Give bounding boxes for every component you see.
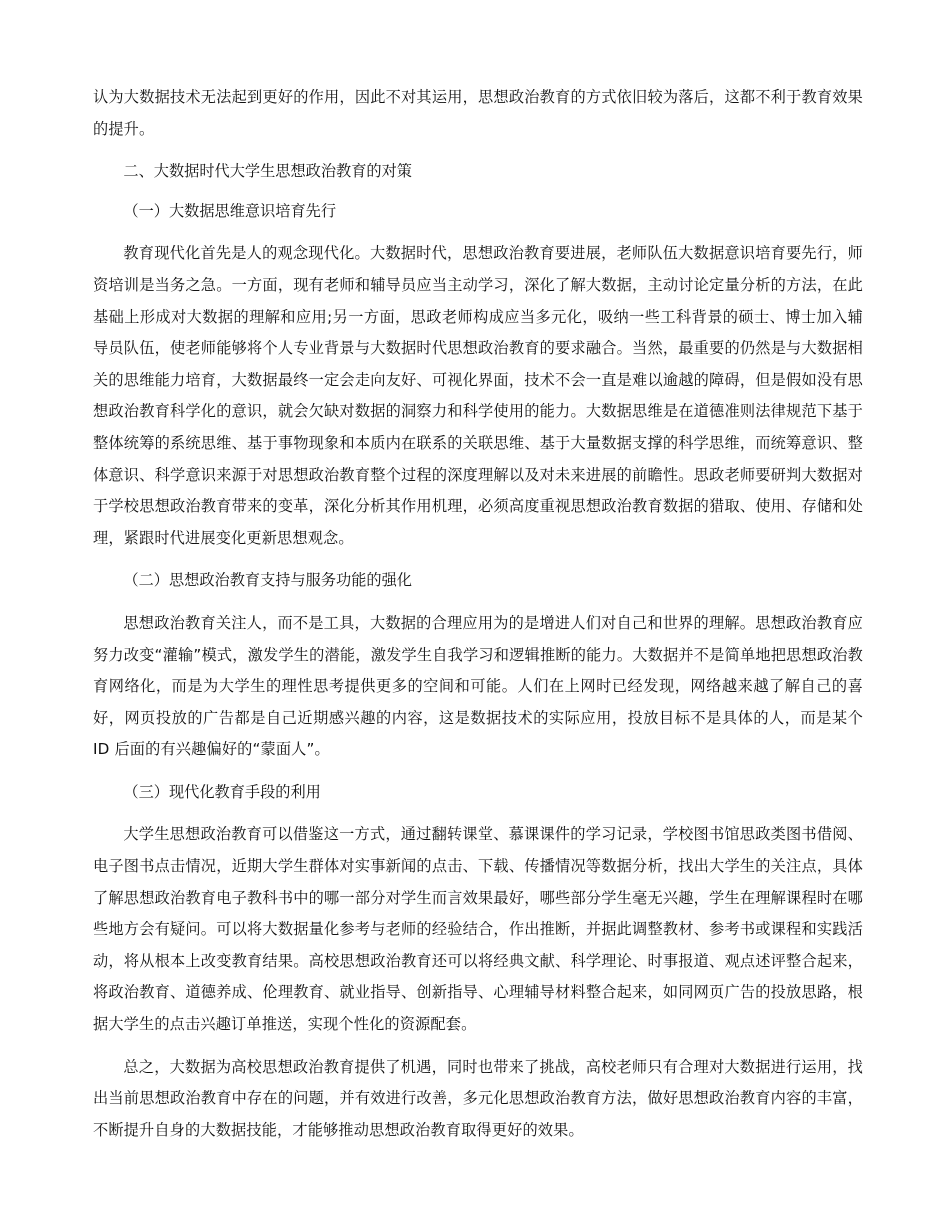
subsection-heading-3: （三）现代化教育手段的利用	[123, 782, 321, 801]
paragraph-continuation: 认为大数据技术无法起到更好的作用，因此不对其运用，思想政治教育的方式依旧较为落后，这都不利于教育效果的提升。	[93, 88, 863, 138]
paragraph-support-service: 思想政治教育关注人，而不是工具，大数据的合理应用为的是增进人们对自己和世界的理解。思想政治教育应努力改变“灌输”模式，激发学生的潜能，激发学生自我学习和逻辑推断的能力。大数据并不是简单地把思想政治教育网络化，而是为大学生的理性思考提供更多的空间和可能。人们在上网时已经发现，网络越来越了解自己的喜好，网页投放的广告都是自己近期感兴趣的内容，这是数据技术的实际应用，投放目标不是具体的人，而是某个 ID 后面的有兴趣偏好的“蒙面人”。	[93, 613, 863, 759]
subsection-heading-2: （二）思想政治教育支持与服务功能的强化	[123, 571, 412, 590]
subsection-heading-1: （一）大数据思维意识培育先行	[123, 201, 337, 220]
section-heading-2: 二、大数据时代大学生思想政治教育的对策	[123, 162, 412, 181]
document-page	[93, 82, 863, 1146]
paragraph-big-data-thinking: 教育现代化首先是人的观念现代化。大数据时代，思想政治教育要进展，老师队伍大数据意识培育要先行，师资培训是当务之急。一方面，现有老师和辅导员应当主动学习，深化了解大数据，主动讨论定量分析的方法，在此基础上形成对大数据的理解和应用;另一方面，思政老师构成应当多元化，吸纳一些工科背景的硕士、博士加入辅导员队伍，使老师能够将个人专业背景与大数据时代思想政治教育的要求融合。当然，最重要的仍然是与大数据相关的思维能力培育，大数据最终一定会走向友好、可视化界面，技术不会一直是难以逾越的障碍，但是假如没有思想政治教育科学化的意识，就会欠缺对数据的洞察力和科学使用的能力。大数据思维是在道德准则法律规范下基于整体统筹的系统思维、基于事物现象和本质内在联系的关联思维、基于大量数据支撑的科学思维，而统筹意识、整体意识、科学意识来源于对思想政治教育整个过程的深度理解以及对未来进展的前瞻性。思政老师要研判大数据对于学校思想政治教育带来的变革，深化分析其作用机理，必须高度重视思想政治教育数据的猎取、使用、存储和处理，紧跟时代进展变化更新思想观念。	[93, 244, 863, 547]
paragraph-conclusion: 总之，大数据为高校思想政治教育提供了机遇，同时也带来了挑战，高校老师只有合理对大数据进行运用，找出当前思想政治教育中存在的问题，并有效进行改善，多元化思想政治教育方法，做好思想政治教育内容的丰富，不断提升自身的大数据技能，才能够推动思想政治教育取得更好的效果。	[93, 1057, 863, 1139]
paragraph-modern-methods: 大学生思想政治教育可以借鉴这一方式，通过翻转课堂、慕课课件的学习记录，学校图书馆思政类图书借阅、电子图书点击情况，近期大学生群体对实事新闻的点击、下载、传播情况等数据分析，找出大学生的关注点，具体了解思想政治教育电子教科书中的哪一部分对学生而言效果最好，哪些部分学生毫无兴趣，学生在理解课程时在哪些地方会有疑问。可以将大数据量化参考与老师的经验结合，作出推断，并据此调整教材、参考书或课程和实践活动，将从根本上改变教育结果。高校思想政治教育还可以将经典文献、科学理论、时事报道、观点述评整合起来，将政治教育、道德养成、伦理教育、就业指导、创新指导、心理辅导材料整合起来，如同网页广告的投放思路，根据大学生的点击兴趣订单推送，实现个性化的资源配套。	[93, 825, 863, 1034]
